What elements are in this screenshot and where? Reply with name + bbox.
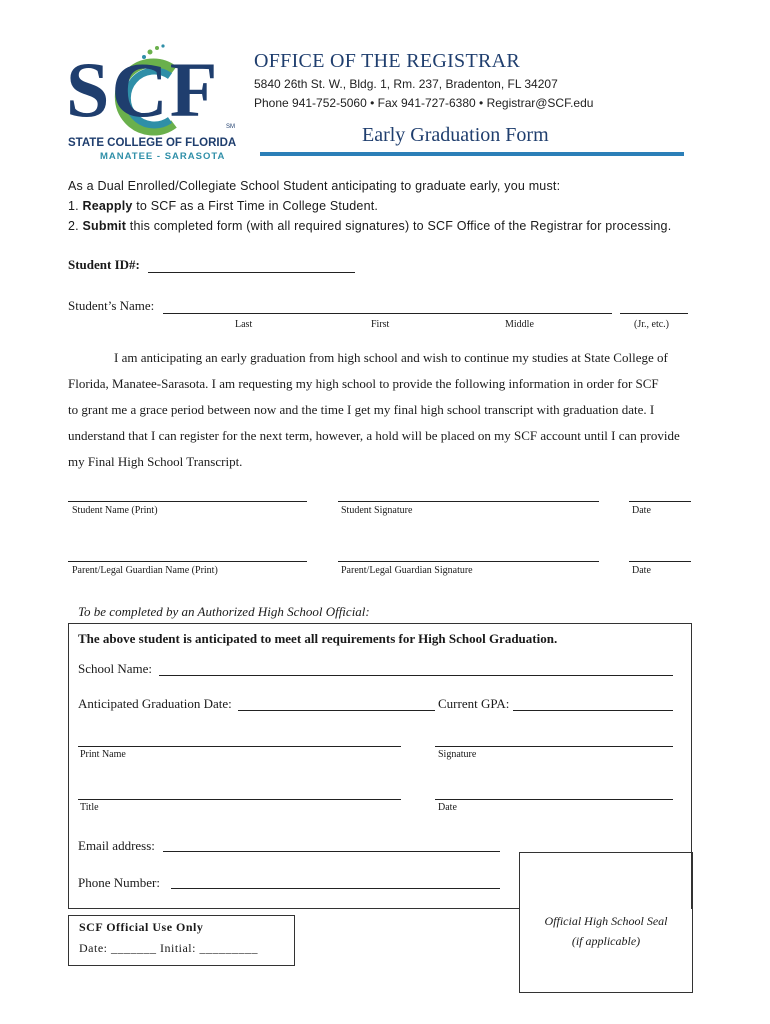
- official-title-field[interactable]: [78, 799, 401, 800]
- student-suffix-field[interactable]: [620, 313, 688, 314]
- seal-label: [519, 911, 693, 951]
- gpa-field[interactable]: [513, 710, 673, 711]
- logo-sm: SM: [226, 124, 235, 130]
- official-signature-caption: Signature: [438, 749, 477, 760]
- official-use-title: SCF Official Use Only: [79, 920, 204, 934]
- student-id-label: Student ID#:: [68, 257, 140, 272]
- intro-line: As a Dual Enrolled/Collegiate School Student anticipating to graduate early, you must:: [68, 179, 561, 193]
- name-part-first: First: [371, 319, 390, 330]
- name-part-last: Last: [235, 319, 253, 330]
- item-2-text: this completed form (with all required signatures) to SCF Office of the Registrar for processing.: [129, 219, 672, 233]
- email-label: Email address:: [78, 838, 155, 853]
- statement-line: to grant me a grace period between now and the time I get my final high school transcript with graduation date. I: [68, 402, 655, 417]
- title-rule: [260, 152, 684, 156]
- official-date-field[interactable]: [435, 799, 673, 800]
- parent-name-print-field[interactable]: [68, 561, 307, 562]
- student-signature-field[interactable]: [338, 501, 599, 502]
- grad-date-label: Anticipated Graduation Date:: [78, 696, 232, 711]
- student-name-print-caption: Student Name (Print): [72, 505, 158, 516]
- item-1-number: 1.: [68, 199, 79, 213]
- official-date-caption: Date: [438, 802, 457, 813]
- statement-line: I am anticipating an early graduation from high school and wish to continue my studies at State College of: [114, 350, 668, 365]
- item-2-bold: Submit: [82, 219, 127, 233]
- student-signature-caption: Student Signature: [341, 505, 413, 516]
- seal-label-line: (if applicable): [571, 934, 641, 948]
- school-name-label: School Name:: [78, 661, 153, 676]
- official-use-fields: Date: _______ Initial: _________: [79, 941, 258, 955]
- parent-signature-caption: Parent/Legal Guardian Signature: [341, 565, 473, 576]
- official-title-caption: Title: [80, 802, 99, 813]
- student-date-field[interactable]: [629, 501, 691, 502]
- item-1-bold: Reapply: [82, 199, 133, 213]
- parent-name-print-caption: Parent/Legal Guardian Name (Print): [72, 565, 218, 576]
- statement-line: Florida, Manatee-Sarasota. I am requesting my high school to provide the following information in order for SCF: [68, 376, 659, 391]
- student-id-field[interactable]: [148, 272, 355, 273]
- grad-date-field[interactable]: [238, 710, 435, 711]
- scf-logo: [66, 44, 242, 164]
- seal-label-line: Official High School Seal: [544, 914, 668, 928]
- phone-label: Phone Number:: [78, 875, 160, 890]
- student-date-caption: Date: [632, 505, 651, 516]
- official-print-name-field[interactable]: [78, 746, 401, 747]
- registrar-address: 5840 26th St. W., Bldg. 1, Rm. 237, Bradenton, FL 34207: [254, 77, 558, 91]
- email-field[interactable]: [163, 851, 500, 852]
- school-name-field[interactable]: [159, 675, 673, 676]
- registrar-contact: Phone 941-752-5060 • Fax 941-727-6380 • Registrar@SCF.edu: [254, 96, 594, 110]
- intro-item-2: [68, 219, 671, 233]
- intro-item-1: [68, 199, 378, 213]
- name-part-suffix: (Jr., etc.): [634, 319, 669, 330]
- statement-line: my Final High School Transcript.: [68, 454, 243, 469]
- official-box-bottom-left: [68, 908, 519, 909]
- student-name-label: Student’s Name:: [68, 298, 155, 313]
- college-name: STATE COLLEGE OF FLORIDA: [68, 137, 237, 149]
- official-intro: To be completed by an Authorized High School Official:: [78, 604, 370, 619]
- student-name-field[interactable]: [163, 313, 612, 314]
- name-part-middle: Middle: [505, 319, 534, 330]
- parent-signature-field[interactable]: [338, 561, 599, 562]
- item-2-number: 2.: [68, 219, 79, 233]
- official-print-name-caption: Print Name: [80, 749, 126, 760]
- official-heading: The above student is anticipated to meet all requirements for High School Graduation.: [78, 631, 558, 646]
- office-title: OFFICE OF THE REGISTRAR: [254, 50, 521, 72]
- college-sub: MANATEE - SARASOTA: [100, 151, 226, 162]
- phone-field[interactable]: [171, 888, 500, 889]
- statement-line: understand that I can register for the next term, however, a hold will be placed on my SCF account until I can provide: [68, 428, 680, 443]
- form-title: Early Graduation Form: [362, 124, 549, 146]
- student-name-print-field[interactable]: [68, 501, 307, 502]
- logo-letters: SCF: [66, 46, 220, 133]
- item-1-text: to SCF as a First Time in College Student.: [136, 199, 379, 213]
- gpa-label: Current GPA:: [438, 696, 510, 711]
- parent-date-caption: Date: [632, 565, 651, 576]
- parent-date-field[interactable]: [629, 561, 691, 562]
- official-signature-field[interactable]: [435, 746, 673, 747]
- statement-paragraph: [68, 345, 680, 475]
